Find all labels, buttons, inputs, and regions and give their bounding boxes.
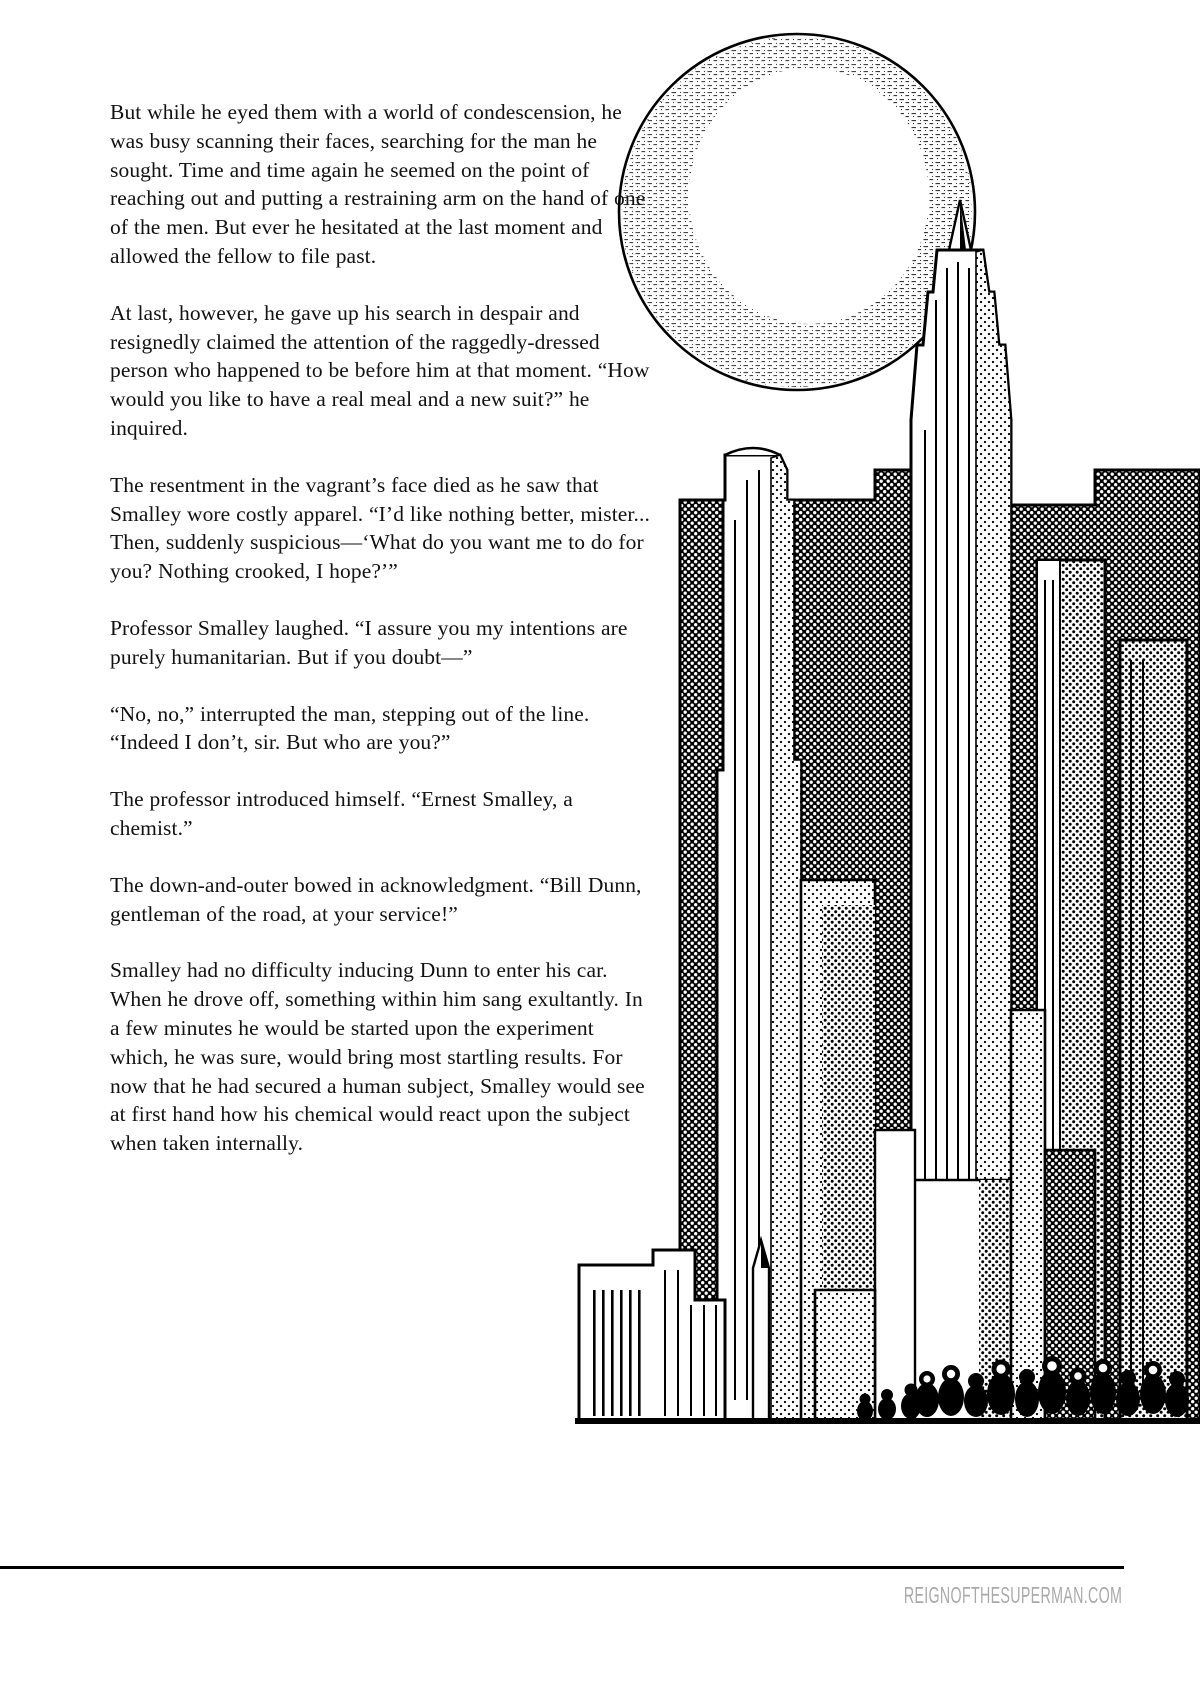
story-paragraph: Smalley had no difficulty inducing Dunn to enter his car. When he drove off, something within him sang exultantly. In a few minutes he would be started upon the experiment which, he was sure, would bring most startling results. For now that he had secured a human subject, Smalley would see at first hand how his chemical would react upon the subject when taken internally. bbox=[110, 958, 645, 1156]
story-paragraph: Professor Smalley laughed. “I assure you my intentions are purely humanitarian. But if you doubt—” bbox=[110, 615, 628, 669]
street-ground-line bbox=[575, 1418, 1200, 1424]
footer-divider-rule bbox=[0, 1566, 1124, 1569]
story-paragraph: At last, however, he gave up his search in despair and resignedly claimed the attention of the raggedly-dressed person who happened to be before him at that moment. “How would you like to have a real meal and a new suit?” he inquired. bbox=[110, 300, 650, 440]
central-spire-skyscraper bbox=[911, 200, 1011, 1420]
skyline-illustration bbox=[575, 0, 1200, 1460]
story-paragraph: The down-and-outer bowed in acknowledgment. “Bill Dunn, gentleman of the road, at your service!” bbox=[110, 872, 642, 926]
site-credit: REIGNOFTHESUPERMAN.COM bbox=[903, 1582, 1122, 1608]
story-paragraph: The professor introduced himself. “Ernest Smalley, a chemist.” bbox=[110, 787, 573, 840]
story-text-column bbox=[110, 98, 658, 1158]
story-paragraph: The resentment in the vagrant’s face died as he saw that Smalley wore costly apparel. “I’d like nothing better, mister... Then, suddenly suspicious—‘What do you want me to do for you? Nothing crooked, I hope?’” bbox=[110, 472, 650, 584]
story-paragraph: “No, no,” interrupted the man, stepping out of the line. “Indeed I don’t, sir. But who are you?” bbox=[110, 701, 590, 755]
story-paragraph: But while he eyed them with a world of condescension, he was busy scanning their faces, searching for the man he sought. Time and time again he seemed on the point of reaching out and putting a restraining arm on the hand of one of the men. But ever he hesitated at the last moment and allowed the fellow to file past. bbox=[110, 100, 646, 268]
